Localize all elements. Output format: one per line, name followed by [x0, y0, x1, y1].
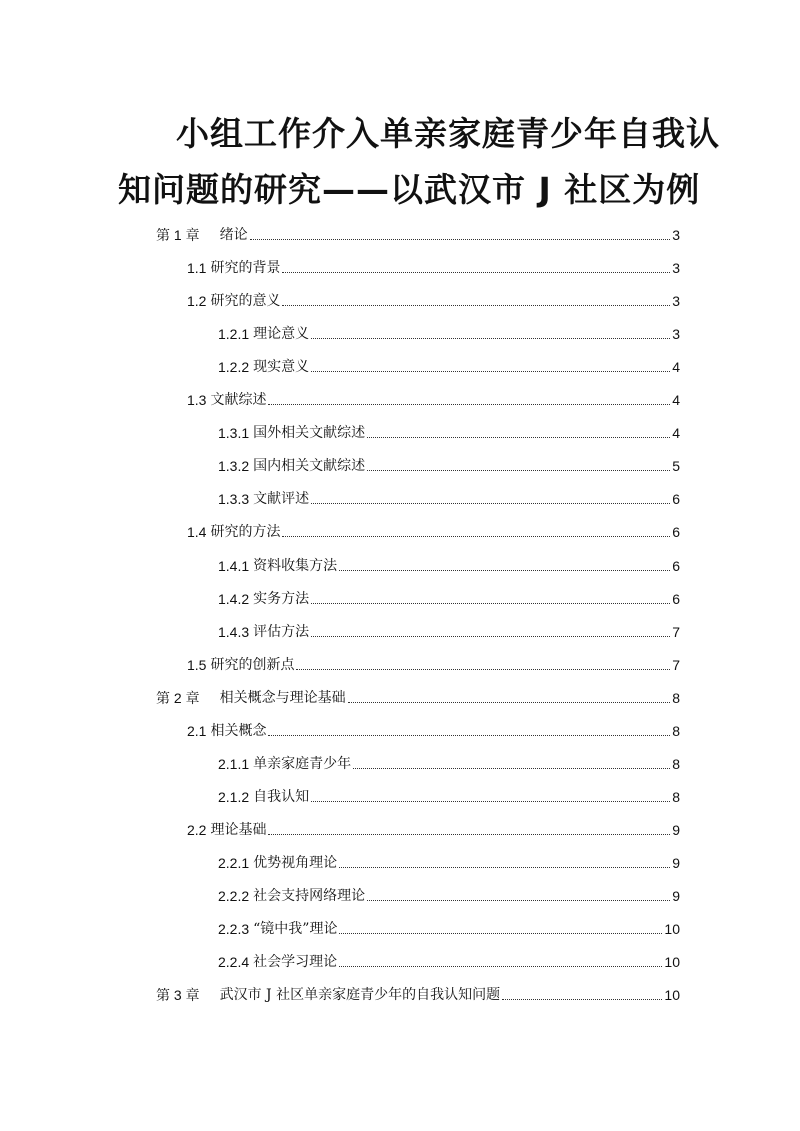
- toc-entry-label: 相关概念与理论基础: [219, 690, 346, 706]
- toc-entry-number: 第 3 章: [156, 987, 200, 1003]
- toc-entry-number: 1.4.2: [218, 591, 250, 607]
- toc-entry-number: 1.2.2: [218, 359, 250, 375]
- toc-entry-label: 研究的意义: [210, 293, 281, 309]
- toc-entry[interactable]: [218, 484, 680, 508]
- toc-entry-label: 研究的方法: [210, 524, 281, 540]
- toc-entry-number: 1.2: [187, 293, 207, 309]
- toc-entry-page: 4: [672, 425, 680, 441]
- toc-entry-number: 2.1: [187, 723, 207, 739]
- toc-entry-number: 1.4.3: [218, 624, 250, 640]
- toc-entry[interactable]: [187, 253, 680, 277]
- toc-entry-label: 国外相关文献综述: [253, 425, 366, 441]
- toc-dot-leader: [367, 470, 670, 471]
- toc-entry-label: 社会学习理论: [253, 954, 338, 970]
- toc-dot-leader: [282, 272, 670, 273]
- toc-entry-number: 2.2.2: [218, 888, 250, 904]
- toc-dot-leader: [348, 702, 671, 703]
- toc-entry-number: 2.1.2: [218, 789, 250, 805]
- toc-entry-page: 7: [672, 657, 680, 673]
- toc-entry-label: 社会支持网络理论: [253, 888, 366, 904]
- toc-entry-label: 优势视角理论: [253, 855, 338, 871]
- toc-entry-page: 10: [664, 954, 680, 970]
- toc-entry-page: 9: [672, 888, 680, 904]
- toc-entry-number: 第 1 章: [156, 227, 200, 243]
- toc-entry-label: 理论基础: [210, 822, 267, 838]
- toc-entry[interactable]: [218, 782, 680, 806]
- toc-dot-leader: [502, 999, 662, 1000]
- toc-entry-number: 2.2: [187, 822, 207, 838]
- toc-entry[interactable]: [218, 848, 680, 872]
- toc-entry[interactable]: [218, 749, 680, 773]
- toc-dot-leader: [296, 669, 670, 670]
- toc-entry-number: 1.5: [187, 657, 207, 673]
- toc-entry[interactable]: [218, 584, 680, 608]
- toc-entry-page: 3: [672, 293, 680, 309]
- toc-dot-leader: [339, 966, 662, 967]
- toc-entry-label: 现实意义: [253, 359, 310, 375]
- toc-entry[interactable]: [218, 551, 680, 575]
- toc-dot-leader: [311, 636, 670, 637]
- toc-entry-number: 2.1.1: [218, 756, 250, 772]
- toc-entry[interactable]: [218, 914, 680, 938]
- toc-entry[interactable]: [187, 815, 680, 839]
- toc-entry-number: 1.4: [187, 524, 207, 540]
- toc-entry-page: 10: [664, 987, 680, 1003]
- toc-entry-page: 8: [672, 723, 680, 739]
- toc-entry-page: 3: [672, 227, 680, 243]
- toc-dot-leader: [339, 570, 670, 571]
- toc-dot-leader: [268, 404, 670, 405]
- toc-entry-page: 6: [672, 591, 680, 607]
- toc-entry-page: 4: [672, 392, 680, 408]
- document-title: [118, 106, 720, 218]
- toc-entry-label: “镜中我”理论: [253, 921, 338, 937]
- toc-entry-label: 实务方法: [253, 591, 310, 607]
- toc-entry-label: 武汉市 J 社区单亲家庭青少年的自我认知问题: [219, 987, 501, 1003]
- toc-entry-number: 2.2.3: [218, 921, 250, 937]
- toc-entry[interactable]: [187, 716, 680, 740]
- toc-dot-leader: [353, 768, 670, 769]
- toc-dot-leader: [339, 933, 662, 934]
- toc-entry-page: 7: [672, 624, 680, 640]
- toc-entry-page: 10: [664, 921, 680, 937]
- title-line-1: 小组工作介入单亲家庭青少年自我认: [176, 114, 720, 153]
- toc-dot-leader: [311, 603, 670, 604]
- toc-entry[interactable]: [218, 947, 680, 971]
- toc-entry-page: 4: [672, 359, 680, 375]
- toc-entry-label: 国内相关文献综述: [253, 458, 366, 474]
- toc-entry[interactable]: [156, 220, 680, 244]
- toc-entry-number: 2.2.4: [218, 954, 250, 970]
- toc-entry-page: 6: [672, 558, 680, 574]
- toc-entry-label: 绪论: [219, 227, 248, 243]
- toc-entry-page: 6: [672, 524, 680, 540]
- toc-entry-label: 资料收集方法: [253, 558, 338, 574]
- toc-dot-leader: [282, 305, 670, 306]
- toc-entry-number: 1.3.1: [218, 425, 250, 441]
- toc-entry-number: 1.2.1: [218, 326, 250, 342]
- toc-entry[interactable]: [218, 418, 680, 442]
- toc-dot-leader: [282, 536, 670, 537]
- toc-dot-leader: [339, 867, 670, 868]
- toc-entry-number: 1.3.3: [218, 491, 250, 507]
- toc-entry-label: 研究的背景: [210, 260, 281, 276]
- toc-entry-label: 文献评述: [253, 491, 310, 507]
- toc-entry[interactable]: [218, 451, 680, 475]
- toc-entry[interactable]: [187, 385, 680, 409]
- toc-entry[interactable]: [156, 980, 680, 1004]
- toc-entry-page: 8: [672, 756, 680, 772]
- toc-entry-label: 相关概念: [210, 723, 267, 739]
- toc-entry-number: 2.2.1: [218, 855, 250, 871]
- toc-entry-page: 3: [672, 260, 680, 276]
- toc-entry[interactable]: [156, 683, 680, 707]
- toc-dot-leader: [311, 503, 670, 504]
- toc-entry[interactable]: [218, 881, 680, 905]
- toc-entry-number: 1.1: [187, 260, 207, 276]
- toc-entry-label: 评估方法: [253, 624, 310, 640]
- toc-entry[interactable]: [218, 352, 680, 376]
- toc-entry-label: 自我认知: [253, 789, 310, 805]
- toc-entry-page: 3: [672, 326, 680, 342]
- toc-entry-label: 文献综述: [210, 392, 267, 408]
- toc-entry-page: 8: [672, 789, 680, 805]
- toc-entry-page: 5: [672, 458, 680, 474]
- toc-entry-page: 9: [672, 822, 680, 838]
- toc-entry[interactable]: [187, 650, 680, 674]
- toc-entry[interactable]: [187, 286, 680, 310]
- toc-entry-page: 8: [672, 690, 680, 706]
- toc-entry-label: 研究的创新点: [210, 657, 295, 673]
- toc-entry-number: 第 2 章: [156, 690, 200, 706]
- toc-entry-number: 1.4.1: [218, 558, 250, 574]
- toc-entry[interactable]: [218, 319, 680, 343]
- toc-dot-leader: [367, 900, 670, 901]
- toc-dot-leader: [311, 801, 670, 802]
- toc-dot-leader: [268, 834, 670, 835]
- toc-dot-leader: [311, 371, 670, 372]
- toc-dot-leader: [311, 338, 670, 339]
- toc-entry-label: 理论意义: [253, 326, 310, 342]
- toc-dot-leader: [250, 239, 671, 240]
- toc-entry-label: 单亲家庭青少年: [253, 756, 352, 772]
- title-line-2: 知问题的研究——以武汉市 J 社区为例: [118, 170, 701, 209]
- toc-entry[interactable]: [218, 617, 680, 641]
- toc-entry[interactable]: [187, 517, 680, 541]
- toc-entry-page: 9: [672, 855, 680, 871]
- toc-dot-leader: [268, 735, 670, 736]
- toc-entry-number: 1.3: [187, 392, 207, 408]
- toc-dot-leader: [367, 437, 670, 438]
- toc-entry-number: 1.3.2: [218, 458, 250, 474]
- toc-entry-page: 6: [672, 491, 680, 507]
